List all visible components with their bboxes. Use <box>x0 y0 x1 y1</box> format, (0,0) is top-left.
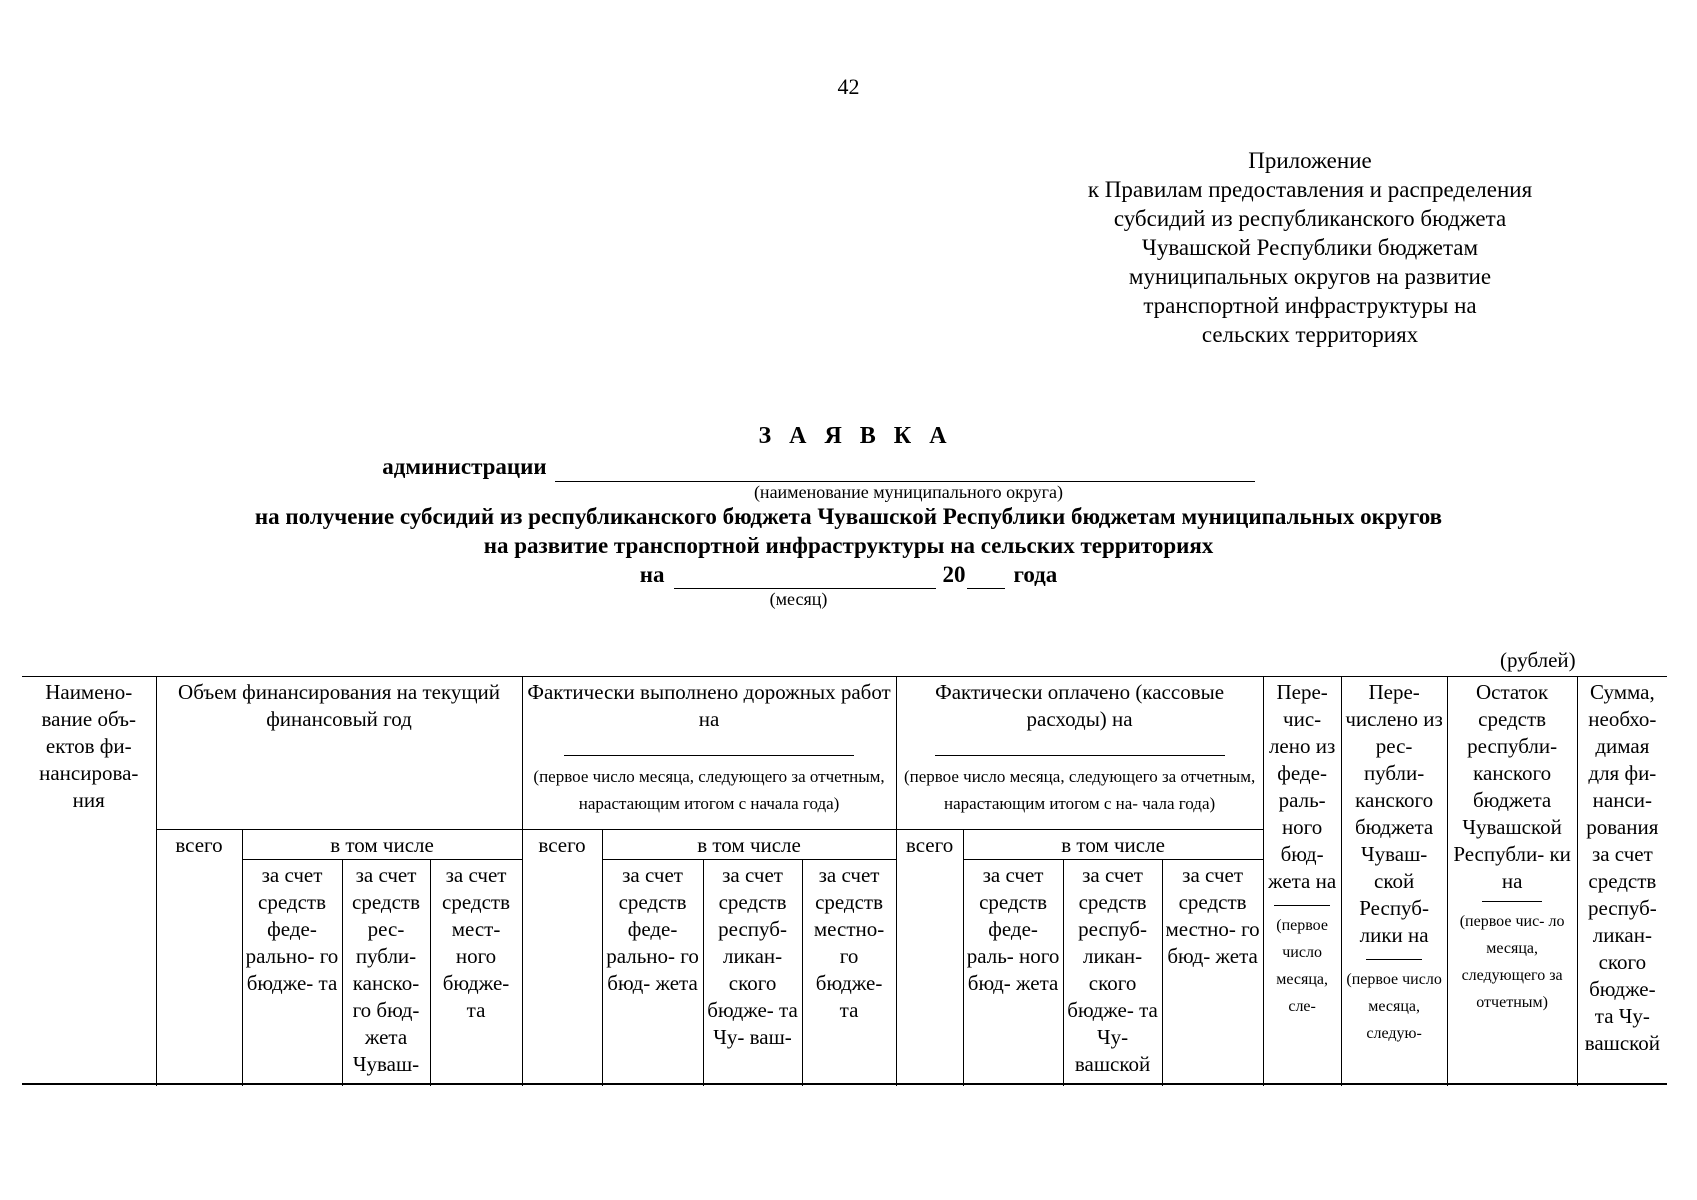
month-hint: (месяц) <box>769 589 828 609</box>
g2-federal: за счет средств феде- рально- го бюд- жета <box>602 860 703 1087</box>
col-needed-sum-title: Сумма, необхо- димая для фи- нанси- рования за счет средств респуб- ликан- ского бюдже- та Чу- вашской <box>1584 680 1661 1055</box>
col-object-name-line: вание объ- <box>41 707 137 731</box>
col-republic-transfer-hint: (первое число месяца, следую- <box>1346 971 1442 1042</box>
col-republic-transfer <box>1341 677 1447 1087</box>
col-federal-transfer-hint: (первое число месяца, сле- <box>1276 917 1328 1015</box>
col-federal-transfer <box>1263 677 1341 1087</box>
republic-transfer-date-blank[interactable] <box>1366 959 1422 960</box>
group-financing-volume <box>156 677 522 830</box>
appendix-line: сельских территориях <box>1201 322 1419 347</box>
paid-date-blank[interactable] <box>935 755 1225 756</box>
admin-hint: (наименование муниципального округа) <box>753 482 1064 502</box>
g2-local: за счет средств местно- го бюдже- та <box>802 860 896 1087</box>
month-line <box>0 560 1697 589</box>
col-object-name-line: Наимено- <box>45 680 133 704</box>
group-paid-title: Фактически оплачено (кассовые расходы) на <box>935 680 1225 731</box>
g2-republic: за счет средств респуб- ликан- ского бюдже- та Чу- ваш- <box>703 860 802 1087</box>
appendix-line: муниципальных округов на развитие <box>1128 264 1492 289</box>
appendix-block <box>1030 146 1590 349</box>
group-work-done-hint: (первое число месяца, следующего за отчетным, нарастающим итогом с начала года) <box>533 767 885 813</box>
appendix-line: к Правилам предоставления и распределения <box>1087 177 1533 202</box>
document-title: З А Я В К А <box>758 423 953 449</box>
col-republic-transfer-title: Пере- числено из рес- публи- канского бюджета Чуваш- ской Респуб- лики на <box>1345 680 1443 947</box>
table-bottom-rule <box>22 1083 1667 1085</box>
col-needed-sum <box>1577 677 1667 1087</box>
units-label: (рублей) <box>1500 648 1576 672</box>
g1-republic: за счет средств рес- публи- канско- го бюд- жета Чуваш- <box>342 860 430 1087</box>
admin-label: администрации <box>382 454 547 479</box>
g2-total: всего <box>522 830 602 1087</box>
col-object-name-line: ектов фи- <box>45 734 132 758</box>
month-prefix: на <box>639 562 665 587</box>
col-object-name-line: нансирова- <box>39 761 139 785</box>
col-object-name <box>22 677 156 1087</box>
work-done-date-blank[interactable] <box>564 755 854 756</box>
application-table <box>22 676 1667 1086</box>
appendix-line: Чувашской Республики бюджетам <box>1141 235 1479 260</box>
month-blank-field[interactable] <box>674 568 936 589</box>
group-work-done-title: Фактически выполнено дорожных работ на <box>527 680 891 731</box>
group-paid <box>896 677 1263 830</box>
col-object-name-line: ния <box>72 788 105 812</box>
group-work-done <box>522 677 896 830</box>
group-paid-hint: (первое число месяца, следующего за отчетным, нарастающим итогом с на- чала года) <box>903 767 1256 813</box>
g3-local: за счет средств местно- го бюд- жета <box>1162 860 1263 1087</box>
admin-line <box>0 452 1697 482</box>
g1-federal: за счет средств феде- рально- го бюдже- та <box>242 860 342 1087</box>
g3-federal: за счет средств феде- раль- ного бюд- жета <box>963 860 1063 1087</box>
col-federal-transfer-title: Пере- чис- лено из феде- раль- ного бюд- жета на <box>1268 680 1337 893</box>
subject-line-2: на развитие транспортной инфраструктуры на сельских территориях <box>483 533 1214 558</box>
g1-total: всего <box>156 830 242 1087</box>
g2-including: в том числе <box>602 830 896 860</box>
balance-date-blank[interactable] <box>1482 901 1542 902</box>
year-blank-field[interactable] <box>967 568 1005 589</box>
appendix-line: Приложение <box>1248 148 1372 173</box>
year-suffix: года <box>1013 562 1058 587</box>
document-heading <box>0 420 1697 609</box>
col-balance-title: Остаток средств республи- канского бюджета Чувашской Республи- ки на <box>1453 680 1571 893</box>
col-balance-hint: (первое чис- ло месяца, следующего за отчетным) <box>1459 913 1565 1011</box>
page-number: 42 <box>837 74 860 99</box>
header-row-1 <box>22 677 1667 830</box>
subject-line-1: на получение субсидий из республиканского бюджета Чувашской Республики бюджетам муниципальных округов <box>254 504 1443 529</box>
federal-transfer-date-blank[interactable] <box>1274 905 1330 906</box>
col-balance <box>1447 677 1577 1087</box>
g3-total: всего <box>896 830 963 1087</box>
group-financing-volume-title: Объем финансирования на текущий финансовый год <box>178 680 500 731</box>
g1-including: в том числе <box>242 830 522 860</box>
g1-local: за счет средств мест- ного бюдже- та <box>430 860 522 1087</box>
appendix-line: субсидий из республиканского бюджета <box>1113 206 1507 231</box>
g3-including: в том числе <box>963 830 1263 860</box>
appendix-line: транспортной инфраструктуры на <box>1143 293 1477 318</box>
admin-blank-field[interactable] <box>555 459 1255 482</box>
year-prefix: 20 <box>942 562 966 587</box>
g3-republic: за счет средств респуб- ликан- ского бюдже- та Чу- вашской <box>1063 860 1162 1087</box>
